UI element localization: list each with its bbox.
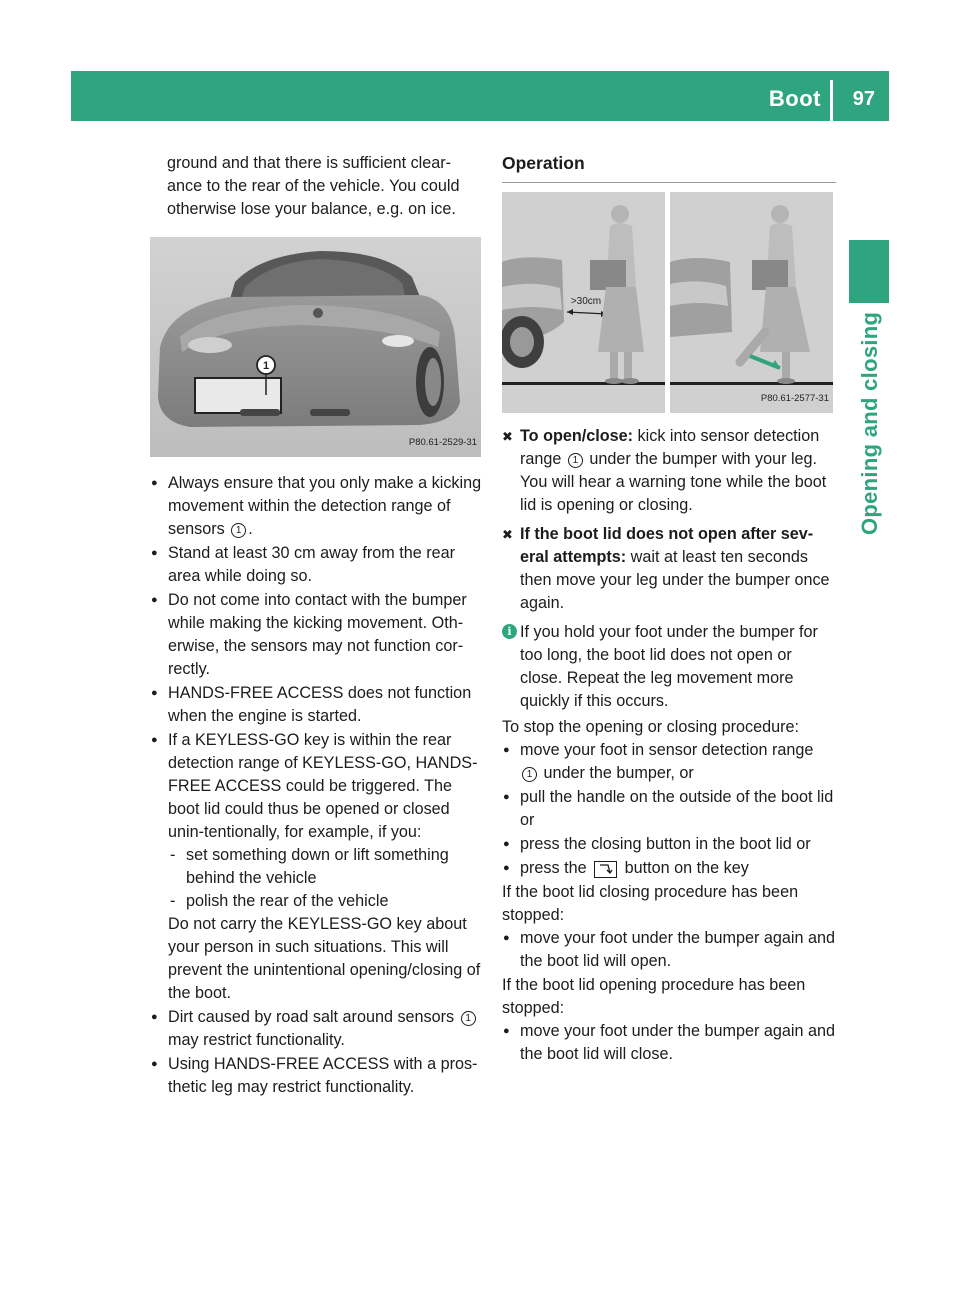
- list-item: ● pull the handle on the outside of the boot lid or: [502, 786, 836, 832]
- step-retry: ✖ If the boot lid does not open after sev-eral attempts: wait at least ten seconds then move your leg under the bumper once again.: [502, 525, 830, 612]
- distance-label: >30cm: [570, 296, 602, 307]
- closing-stopped-list: [502, 927, 836, 973]
- list-item: ● press the button on the key: [502, 857, 836, 880]
- numbered-circle-icon: 1: [568, 453, 583, 468]
- numbered-circle-icon: 1: [461, 1011, 476, 1026]
- list-item: ● Always ensure that you only make a kicking movement within the detection range of sensors 1 .: [150, 472, 482, 541]
- opening-stopped-text: If the boot lid opening procedure has been stopped:: [502, 976, 806, 1017]
- arrow-marker-icon: ✖: [502, 429, 513, 444]
- right-column: [502, 152, 836, 1067]
- side-tab-label: Opening and closing: [857, 312, 882, 536]
- boot-key-icon: [594, 861, 617, 878]
- list-item-note: Do not carry the KEYLESS-GO key about your person in such situations. This will prevent the unintentional opening/closing of the boot.: [168, 915, 481, 1002]
- list-item: ● move your foot under the bumper again and the boot lid will close.: [502, 1020, 836, 1066]
- closing-stopped-text: If the boot lid closing procedure has been stopped:: [502, 883, 799, 924]
- figure-callout-label: 1: [262, 360, 270, 372]
- car-rear-illustration: [150, 237, 481, 457]
- step-open-close: ✖ To open/close: kick into sensor detection range 1 under the bumper with your leg. You will hear a warning tone while the boot lid is opening or closing.: [502, 427, 827, 514]
- list-item: ● move your foot in sensor detection range 1 under the bumper, or: [502, 739, 836, 785]
- sub-list: [168, 844, 482, 913]
- left-column: [150, 152, 482, 1100]
- side-tab: [849, 312, 889, 612]
- list-item: ● HANDS-FREE ACCESS does not function when the engine is started.: [150, 682, 482, 728]
- list-item: ● Using HANDS-FREE ACCESS with a pros-thetic leg may restrict functionality.: [150, 1053, 482, 1099]
- header-bar: [71, 71, 889, 121]
- arrow-marker-icon: ✖: [502, 527, 513, 542]
- opening-stopped-list: [502, 1020, 836, 1066]
- section-header-title: Boot: [768, 86, 821, 111]
- list-item: ● press the closing button in the boot lid or: [502, 833, 836, 856]
- stop-intro: To stop the opening or closing procedure:: [502, 718, 799, 736]
- info-note: i If you hold your foot under the bumper for too long, the boot lid does not open or close. Repeat the leg movement more quickly if this occurs.: [502, 621, 836, 713]
- list-item: ● Do not come into contact with the bumper while making the kicking movement. Oth-erwise, the sensors may not function cor-rectly.: [150, 589, 482, 681]
- list-item: ● Dirt caused by road salt around sensors 1 may restrict functionality.: [150, 1006, 482, 1052]
- operation-figure: [502, 192, 833, 413]
- page-number: 97: [852, 88, 875, 110]
- figure-caption: P80.61-2529-31: [408, 437, 477, 448]
- list-item: ● move your foot under the bumper again and the boot lid will open.: [502, 927, 836, 973]
- info-icon: i: [502, 624, 517, 639]
- list-item: ● If a KEYLESS-GO key is within the rear detection range of KEYLESS-GO, HANDS-FREE ACCESS could be triggered. The boot lid could thus be opened or closed unin-tentionally, for example, if you: - set something down or lift something behind the vehicle - polish the rear of the vehicle Do not carry the KEYLESS-GO key about your person in such situations. This will prevent the unintentional opening/closing of the boot.: [150, 729, 482, 1005]
- stop-list: [502, 739, 836, 880]
- car-rear-figure: [150, 237, 481, 457]
- section-title: Operation: [502, 152, 836, 183]
- header-divider: [830, 80, 833, 121]
- warning-bullets: [150, 472, 482, 1099]
- numbered-circle-icon: 1: [522, 767, 537, 782]
- figure-caption: P80.61-2577-31: [760, 393, 829, 404]
- sub-list-item: - polish the rear of the vehicle: [168, 890, 482, 913]
- intro-paragraph: ground and that there is sufficient clear-ance to the rear of the vehicle. You could otherwise lose your balance, e.g. on ice.: [167, 154, 460, 218]
- list-item: ● Stand at least 30 cm away from the rear area while doing so.: [150, 542, 482, 588]
- figure-panel-standing: [502, 192, 665, 413]
- numbered-circle-icon: 1: [231, 523, 246, 538]
- side-tab-block: [849, 240, 889, 303]
- figure-panel-kicking: [670, 192, 833, 413]
- sub-list-item: - set something down or lift something behind the vehicle: [168, 844, 482, 890]
